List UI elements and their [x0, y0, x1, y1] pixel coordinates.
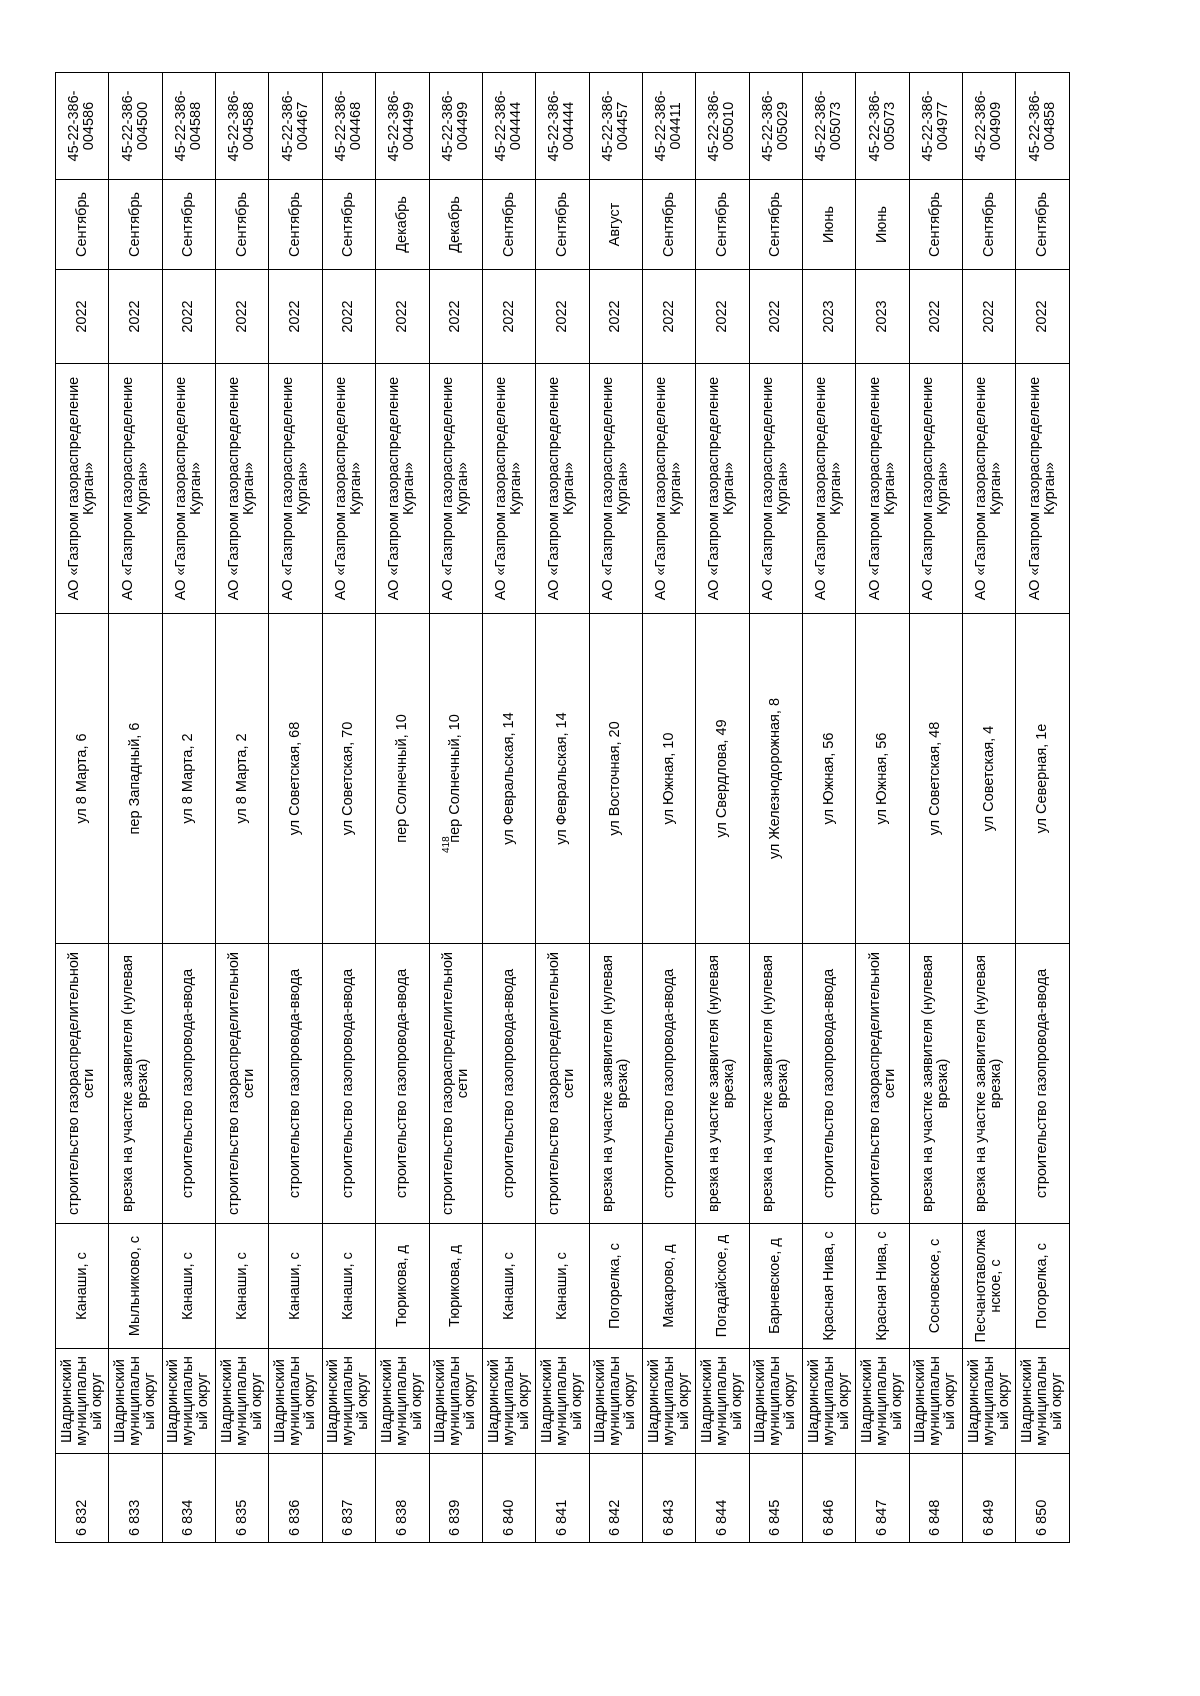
address-cell: ул Советская, 70: [322, 614, 375, 944]
address-cell: пер Западный, 6: [109, 614, 162, 944]
code-cell: 45-22-386-004499: [376, 73, 429, 180]
table-row: [536, 73, 589, 1543]
address-cell: ул Южная, 56: [803, 614, 856, 944]
address-cell: ул Советская, 4: [963, 614, 1016, 944]
work-type-cell: строительство газопровода-ввода: [376, 944, 429, 1224]
district-cell: Шадринский муниципальный округ: [482, 1349, 535, 1454]
work-type-cell: строительство газораспределительной сети: [216, 944, 269, 1224]
work-type-cell: строительство газопровода-ввода: [322, 944, 375, 1224]
settlement-cell: Песчанотаволжанское, с: [963, 1224, 1016, 1349]
year-cell: 2022: [162, 270, 215, 364]
year-cell: 2022: [109, 270, 162, 364]
organization-cell: АО «Газпром газораспределение Курган»: [803, 364, 856, 614]
table-row: [589, 73, 642, 1543]
district-cell: Шадринский муниципальный округ: [963, 1349, 1016, 1454]
month-cell: Сентябрь: [963, 180, 1016, 270]
district-cell: Шадринский муниципальный округ: [376, 1349, 429, 1454]
organization-cell: АО «Газпром газораспределение Курган»: [376, 364, 429, 614]
settlement-cell: Тюрикова, д: [429, 1224, 482, 1349]
work-type-cell: строительство газораспределительной сети: [429, 944, 482, 1224]
district-cell: Шадринский муниципальный округ: [749, 1349, 802, 1454]
code-cell: 45-22-386-004858: [1016, 73, 1070, 180]
address-cell: ул Советская, 68: [269, 614, 322, 944]
table-row: [803, 73, 856, 1543]
row-number: 6 834: [162, 1454, 215, 1543]
year-cell: 2022: [696, 270, 749, 364]
address-cell: ул Февральская, 14: [536, 614, 589, 944]
district-cell: Шадринский муниципальный округ: [322, 1349, 375, 1454]
settlement-cell: Барневское, д: [749, 1224, 802, 1349]
district-cell: Шадринский муниципальный округ: [162, 1349, 215, 1454]
organization-cell: АО «Газпром газораспределение Курган»: [56, 364, 109, 614]
organization-cell: АО «Газпром газораспределение Курган»: [322, 364, 375, 614]
table-container: [55, 73, 1070, 1543]
year-cell: 2022: [963, 270, 1016, 364]
district-cell: Шадринский муниципальный округ: [429, 1349, 482, 1454]
organization-cell: АО «Газпром газораспределение Курган»: [909, 364, 962, 614]
row-number: 6 842: [589, 1454, 642, 1543]
district-cell: Шадринский муниципальный округ: [696, 1349, 749, 1454]
month-cell: Сентябрь: [642, 180, 695, 270]
code-cell: 45-22-386-005073: [856, 73, 909, 180]
district-cell: Шадринский муниципальный округ: [856, 1349, 909, 1454]
row-number: 6 844: [696, 1454, 749, 1543]
organization-cell: АО «Газпром газораспределение Курган»: [269, 364, 322, 614]
month-cell: Июнь: [856, 180, 909, 270]
settlement-cell: Макарово, д: [642, 1224, 695, 1349]
row-number: 6 849: [963, 1454, 1016, 1543]
code-cell: 45-22-386-004467: [269, 73, 322, 180]
district-cell: Шадринский муниципальный округ: [56, 1349, 109, 1454]
organization-cell: АО «Газпром газораспределение Курган»: [1016, 364, 1070, 614]
row-number: 6 841: [536, 1454, 589, 1543]
work-type-cell: строительство газопровода-ввода: [482, 944, 535, 1224]
row-number: 6 836: [269, 1454, 322, 1543]
row-number: 6 835: [216, 1454, 269, 1543]
code-cell: 45-22-386-004411: [642, 73, 695, 180]
year-cell: 2022: [536, 270, 589, 364]
settlement-cell: Тюрикова, д: [376, 1224, 429, 1349]
month-cell: Декабрь: [429, 180, 482, 270]
work-type-cell: строительство газораспределительной сети: [856, 944, 909, 1224]
district-cell: Шадринский муниципальный округ: [1016, 1349, 1070, 1454]
code-cell: 45-22-386-004457: [589, 73, 642, 180]
month-cell: Июнь: [803, 180, 856, 270]
work-type-cell: строительство газораспределительной сети: [56, 944, 109, 1224]
work-type-cell: строительство газопровода-ввода: [1016, 944, 1070, 1224]
row-number: 6 848: [909, 1454, 962, 1543]
settlement-cell: Мыльниково, с: [109, 1224, 162, 1349]
code-cell: 45-22-386-004468: [322, 73, 375, 180]
table-row: [909, 73, 962, 1543]
year-cell: 2022: [269, 270, 322, 364]
year-cell: 2022: [429, 270, 482, 364]
table-row: [1016, 73, 1070, 1543]
code-cell: 45-22-386-004588: [216, 73, 269, 180]
table-row: [322, 73, 375, 1543]
settlement-cell: Канаши, с: [269, 1224, 322, 1349]
code-cell: 45-22-386-005010: [696, 73, 749, 180]
district-cell: Шадринский муниципальный округ: [269, 1349, 322, 1454]
year-cell: 2022: [376, 270, 429, 364]
work-type-cell: строительство газопровода-ввода: [642, 944, 695, 1224]
year-cell: 2022: [1016, 270, 1070, 364]
settlement-cell: Канаши, с: [56, 1224, 109, 1349]
district-cell: Шадринский муниципальный округ: [589, 1349, 642, 1454]
organization-cell: АО «Газпром газораспределение Курган»: [856, 364, 909, 614]
settlement-cell: Красная Нива, с: [856, 1224, 909, 1349]
table-row: [56, 73, 109, 1543]
table-row: [642, 73, 695, 1543]
table-row: [162, 73, 215, 1543]
district-cell: Шадринский муниципальный округ: [803, 1349, 856, 1454]
year-cell: 2022: [749, 270, 802, 364]
work-type-cell: врезка на участке заявителя (нулевая врезка): [589, 944, 642, 1224]
address-cell: ул Свердлова, 49: [696, 614, 749, 944]
district-cell: Шадринский муниципальный округ: [216, 1349, 269, 1454]
address-cell: ул 8 Марта, 2: [216, 614, 269, 944]
settlement-cell: Канаши, с: [482, 1224, 535, 1349]
address-cell: ул Южная, 56: [856, 614, 909, 944]
row-number: 6 850: [1016, 1454, 1070, 1543]
organization-cell: АО «Газпром газораспределение Курган»: [696, 364, 749, 614]
code-cell: 45-22-386-004444: [536, 73, 589, 180]
work-type-cell: врезка на участке заявителя (нулевая врезка): [749, 944, 802, 1224]
month-cell: Сентябрь: [696, 180, 749, 270]
settlement-cell: Погорелка, с: [1016, 1224, 1070, 1349]
month-cell: Сентябрь: [1016, 180, 1070, 270]
settlement-cell: Канаши, с: [322, 1224, 375, 1349]
table-row: [109, 73, 162, 1543]
address-cell: ул 8 Марта, 6: [56, 614, 109, 944]
organization-cell: АО «Газпром газораспределение Курган»: [482, 364, 535, 614]
organization-cell: АО «Газпром газораспределение Курган»: [109, 364, 162, 614]
month-cell: Сентябрь: [109, 180, 162, 270]
month-cell: Август: [589, 180, 642, 270]
code-cell: 45-22-386-004909: [963, 73, 1016, 180]
organization-cell: АО «Газпром газораспределение Курган»: [642, 364, 695, 614]
address-cell: ул Советская, 48: [909, 614, 962, 944]
table-row: [216, 73, 269, 1543]
work-type-cell: строительство газопровода-ввода: [269, 944, 322, 1224]
organization-cell: АО «Газпром газораспределение Курган»: [963, 364, 1016, 614]
address-cell: ул Февральская, 14: [482, 614, 535, 944]
settlement-cell: Канаши, с: [216, 1224, 269, 1349]
gasification-table: [55, 72, 1070, 1543]
address-cell: ул Южная, 10: [642, 614, 695, 944]
address-cell: ул Железнодорожная, 8: [749, 614, 802, 944]
table-row: [429, 73, 482, 1543]
month-cell: Сентябрь: [162, 180, 215, 270]
year-cell: 2022: [482, 270, 535, 364]
row-number: 6 845: [749, 1454, 802, 1543]
address-cell: ул 8 Марта, 2: [162, 614, 215, 944]
organization-cell: АО «Газпром газораспределение Курган»: [429, 364, 482, 614]
code-cell: 45-22-386-004499: [429, 73, 482, 180]
table-row: [376, 73, 429, 1543]
code-cell: 45-22-386-004977: [909, 73, 962, 180]
district-cell: Шадринский муниципальный округ: [109, 1349, 162, 1454]
table-body: [56, 73, 1070, 1543]
year-cell: 2022: [322, 270, 375, 364]
settlement-cell: Сосновское, с: [909, 1224, 962, 1349]
table-row: [963, 73, 1016, 1543]
table-row: [269, 73, 322, 1543]
organization-cell: АО «Газпром газораспределение Курган»: [536, 364, 589, 614]
settlement-cell: Канаши, с: [536, 1224, 589, 1349]
organization-cell: АО «Газпром газораспределение Курган»: [749, 364, 802, 614]
month-cell: Сентябрь: [749, 180, 802, 270]
row-number: 6 839: [429, 1454, 482, 1543]
row-number: 6 846: [803, 1454, 856, 1543]
month-cell: Сентябрь: [909, 180, 962, 270]
row-number: 6 837: [322, 1454, 375, 1543]
address-cell: пер Солнечный, 10: [429, 614, 482, 944]
table-row: [749, 73, 802, 1543]
address-cell: ул Восточная, 20: [589, 614, 642, 944]
row-number: 6 833: [109, 1454, 162, 1543]
address-cell: ул Северная, 1е: [1016, 614, 1070, 944]
code-cell: 45-22-386-005073: [803, 73, 856, 180]
month-cell: Сентябрь: [536, 180, 589, 270]
district-cell: Шадринский муниципальный округ: [536, 1349, 589, 1454]
month-cell: Сентябрь: [269, 180, 322, 270]
code-cell: 45-22-386-005029: [749, 73, 802, 180]
row-number: 6 843: [642, 1454, 695, 1543]
year-cell: 2022: [642, 270, 695, 364]
month-cell: Декабрь: [376, 180, 429, 270]
month-cell: Сентябрь: [56, 180, 109, 270]
address-cell: пер Солнечный, 10: [376, 614, 429, 944]
page-number: 418: [441, 836, 452, 853]
settlement-cell: Погорелка, с: [589, 1224, 642, 1349]
work-type-cell: строительство газопровода-ввода: [162, 944, 215, 1224]
row-number: 6 847: [856, 1454, 909, 1543]
table-row: [696, 73, 749, 1543]
work-type-cell: врезка на участке заявителя (нулевая врезка): [109, 944, 162, 1224]
organization-cell: АО «Газпром газораспределение Курган»: [216, 364, 269, 614]
table-row: [856, 73, 909, 1543]
year-cell: 2022: [909, 270, 962, 364]
settlement-cell: Погадайское, д: [696, 1224, 749, 1349]
year-cell: 2022: [216, 270, 269, 364]
work-type-cell: строительство газораспределительной сети: [536, 944, 589, 1224]
work-type-cell: врезка на участке заявителя (нулевая врезка): [696, 944, 749, 1224]
row-number: 6 838: [376, 1454, 429, 1543]
year-cell: 2023: [856, 270, 909, 364]
organization-cell: АО «Газпром газораспределение Курган»: [162, 364, 215, 614]
month-cell: Сентябрь: [322, 180, 375, 270]
work-type-cell: врезка на участке заявителя (нулевая врезка): [963, 944, 1016, 1224]
row-number: 6 832: [56, 1454, 109, 1543]
organization-cell: АО «Газпром газораспределение Курган»: [589, 364, 642, 614]
code-cell: 45-22-386-004586: [56, 73, 109, 180]
district-cell: Шадринский муниципальный округ: [909, 1349, 962, 1454]
year-cell: 2022: [589, 270, 642, 364]
code-cell: 45-22-386-004588: [162, 73, 215, 180]
district-cell: Шадринский муниципальный округ: [642, 1349, 695, 1454]
work-type-cell: врезка на участке заявителя (нулевая врезка): [909, 944, 962, 1224]
month-cell: Сентябрь: [482, 180, 535, 270]
month-cell: Сентябрь: [216, 180, 269, 270]
code-cell: 45-22-386-004500: [109, 73, 162, 180]
table-row: [482, 73, 535, 1543]
work-type-cell: строительство газопровода-ввода: [803, 944, 856, 1224]
row-number: 6 840: [482, 1454, 535, 1543]
settlement-cell: Канаши, с: [162, 1224, 215, 1349]
code-cell: 45-22-386-004444: [482, 73, 535, 180]
settlement-cell: Красная Нива, с: [803, 1224, 856, 1349]
year-cell: 2023: [803, 270, 856, 364]
year-cell: 2022: [56, 270, 109, 364]
